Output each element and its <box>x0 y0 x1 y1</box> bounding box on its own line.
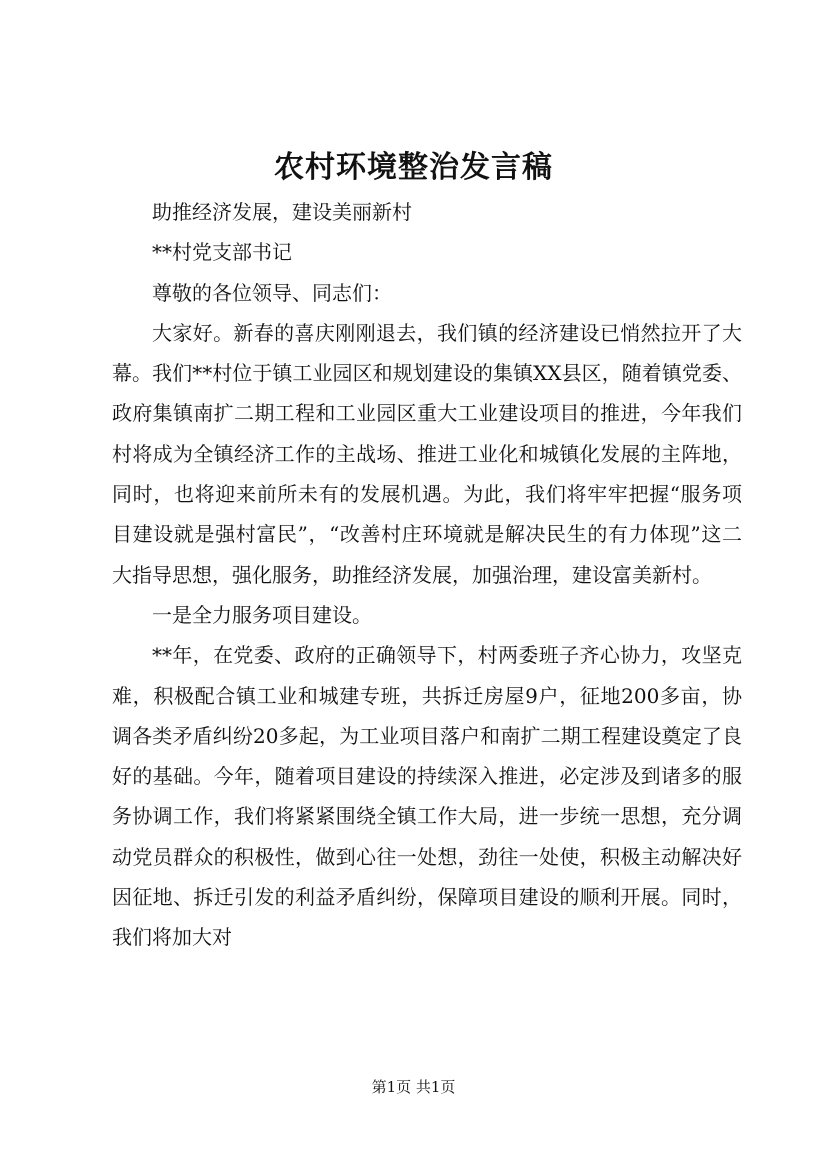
document-body <box>112 192 742 958</box>
paragraph-section-heading: 一是全力服务项目建设。 <box>152 602 372 627</box>
document-title: 农村环境整治发言稿 <box>274 150 553 185</box>
paragraph-author: **村党支部书记 <box>152 240 292 265</box>
page-number-footer: 第1页 共1页 <box>371 1078 456 1096</box>
paragraph-section-body: **年，在党委、政府的正确领导下，村两委班子齐心协力，攻坚克难，积极配合镇工业和城建专班，共拆迁房屋9户，征地200多亩，协调各类矛盾纠纷20多起，为工业项目落户和南扩二期工程建设奠定了良好的基础。今年，随着项目建设的持续深入推进，必定涉及到诸多的服务协调工作，我们将紧紧围绕全镇工作大局，进一步统一思想，充分调动党员群众的积极性，做到心往一处想，劲往一处使，积极主动解决好因征地、拆迁引发的利益矛盾纠纷，保障项目建设的顺利开展。同时，我们将加大对 <box>112 643 742 950</box>
paragraph-intro: 大家好。新春的喜庆刚刚退去，我们镇的经济建设已悄然拉开了大幕。我们**村位于镇工业园区和规划建设的集镇XX县区，随着镇党委、政府集镇南扩二期工程和工业园区重大工业建设项目的推进，今年我们村将成为全镇经济工作的主战场、推进工业化和城镇化发展的主阵地，同时，也将迎来前所未有的发展机遇。为此，我们将牢牢把握“服务项目建设就是强村富民”，“改善村庄环境就是解决民生的有力体现”这二大指导思想，强化服务，助推经济发展，加强治理，建设富美新村。 <box>112 320 742 587</box>
paragraph-subtitle: 助推经济发展，建设美丽新村 <box>152 200 412 224</box>
paragraph-salutation: 尊敬的各位领导、同志们： <box>152 280 392 305</box>
